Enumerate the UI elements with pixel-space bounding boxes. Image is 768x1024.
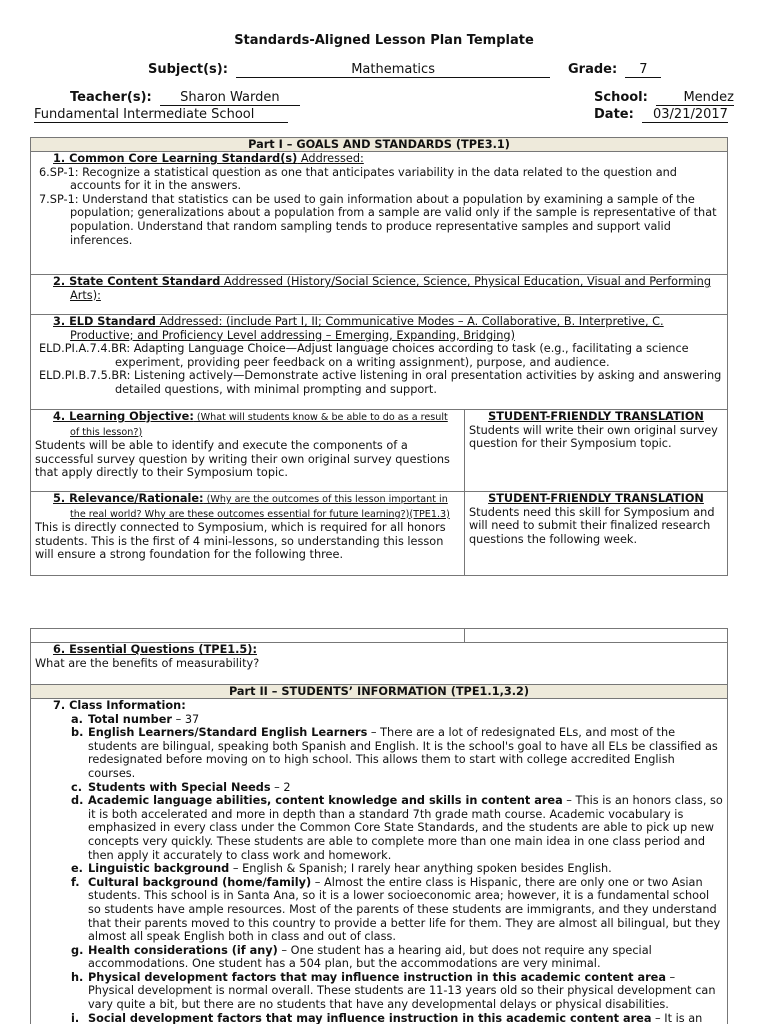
item-label: Social development factors that may influence instruction in this academic content area bbox=[88, 1011, 652, 1024]
grade-label: Grade: bbox=[568, 62, 618, 77]
item-label: Linguistic background bbox=[88, 862, 230, 876]
section-4-heading: 4. Learning Objective: (What will students know & be able to do as a result of this lesson?) bbox=[53, 410, 448, 438]
relevance-cell bbox=[31, 492, 465, 575]
class-info-item bbox=[71, 726, 723, 780]
class-info-item bbox=[71, 875, 723, 944]
subject-label: Subject(s): bbox=[148, 62, 228, 77]
section-5-heading: 5. Relevance/Rationale: (Why are the outcomes of this lesson important in the real world? Why are these outcomes essential for future learning?)(TPE1.3) bbox=[53, 492, 450, 520]
sft-label-5: STUDENT-FRIENDLY TRANSLATION bbox=[488, 492, 704, 505]
empty-left-cell bbox=[31, 629, 465, 642]
standard-7sp1: 7.SP-1: Understand that statistics can be used to gain information about a population by examining a sample of the population; generalizations about a population from a sample are valid only if the sample is representative of that population. Understand that random sampling tends to produce representative samples and support valid inferences. bbox=[39, 192, 717, 247]
item-marker: a. bbox=[71, 712, 83, 726]
subject-value: Mathematics bbox=[236, 62, 550, 78]
empty-right-cell bbox=[465, 629, 727, 642]
section-2-heading: 2. State Content Standard Addressed (History/Social Science, Science, Physical Education, Visual and Performing Arts): bbox=[53, 275, 712, 302]
section-state-content bbox=[31, 275, 727, 315]
sft-text-5: Students need this skill for Symposium and will need to submit their finalized research questions the following week. bbox=[469, 505, 715, 546]
continuation-table bbox=[30, 628, 728, 1024]
class-info-item bbox=[71, 712, 723, 727]
essential-question-text: What are the benefits of measurability? bbox=[35, 656, 260, 670]
item-label: Students with Special Needs bbox=[88, 780, 271, 794]
item-marker: g. bbox=[71, 943, 84, 957]
item-marker: i. bbox=[71, 1011, 80, 1024]
sft-label-4: STUDENT-FRIENDLY TRANSLATION bbox=[488, 410, 704, 423]
item-text: – English & Spanish; I rarely hear anything spoken besides English. bbox=[229, 862, 612, 876]
eld-standard-a: ELD.PI.A.7.4.BR: Adapting Language Choice—Adjust language choices according to task (e.g., facilitating a science experiment, providing peer feedback on a writing assignment), purpose, and audience. bbox=[39, 342, 689, 369]
school-row-continued bbox=[34, 107, 288, 123]
class-info-item bbox=[71, 862, 723, 876]
section-1-heading: 1. Common Core Learning Standard(s) Addressed: bbox=[53, 152, 364, 165]
grade-row bbox=[568, 62, 661, 78]
section-relevance bbox=[31, 492, 727, 575]
relevance-text: This is directly connected to Symposium, which is required for all honors students. This is the first of 4 mini-lessons, so understanding this lesson will ensure a strong foundation for the following three. bbox=[35, 521, 446, 562]
teacher-row bbox=[70, 90, 300, 106]
subject-row bbox=[148, 62, 550, 78]
item-label: Health considerations (if any) bbox=[88, 943, 278, 957]
section-7-heading: 7. Class Information: bbox=[53, 699, 186, 712]
item-label: English Learners/Standard English Learners bbox=[88, 726, 368, 740]
class-info-list bbox=[35, 713, 723, 1024]
item-text: – Almost the entire class is Hispanic, there are only one or two Asian students. This school is in Santa Ana, so it is a lower socioeconomic area; however, it is a fundamental school so students have ample resources. Most of the parents of these students are immigrants, and they understand that their parents moved to this country to provide a better life for them. They are almost all bilingual, but they almost all speak English both in class and out of class. bbox=[88, 875, 721, 944]
teacher-value: Sharon Warden bbox=[160, 90, 300, 106]
date-value: 03/21/2017 bbox=[642, 107, 728, 123]
item-label: Academic language abilities, content knowledge and skills in content area bbox=[88, 794, 563, 808]
part1-band: Part I – GOALS AND STANDARDS (TPE3.1) bbox=[31, 138, 727, 152]
eld-standard-b: ELD.PI.B.7.5.BR: Listening actively—Demonstrate active listening in oral presentation activities by asking and answering detailed questions, with minimal prompting and support. bbox=[39, 369, 722, 396]
section-eld bbox=[31, 315, 727, 410]
item-label: Total number bbox=[88, 712, 172, 726]
part1-table bbox=[30, 137, 728, 576]
school-value-1: Mendez bbox=[656, 90, 734, 106]
item-text: – One student has a hearing aid, but does not require any special accommodations. One student has a 504 plan, but the accommodations are very minimal. bbox=[88, 943, 652, 971]
section-class-information bbox=[31, 699, 727, 1024]
section-common-core bbox=[31, 152, 727, 275]
standard-6sp1: 6.SP-1: Recognize a statistical question as one that anticipates variability in the data related to the question and accounts for it in the answers. bbox=[39, 165, 677, 193]
item-marker: h. bbox=[71, 970, 84, 984]
item-marker: e. bbox=[71, 862, 83, 876]
item-marker: f. bbox=[71, 875, 80, 889]
learning-objective-text: Students will be able to identify and execute the components of a successful survey question by writing their own original survey questions that apply directly to their Symposium topic. bbox=[35, 439, 450, 480]
item-text: – It is an bbox=[651, 1011, 703, 1024]
date-label: Date: bbox=[594, 107, 634, 122]
item-marker: c. bbox=[71, 780, 82, 794]
item-label: Cultural background (home/family) bbox=[88, 875, 312, 889]
part2-band: Part II – STUDENTS’ INFORMATION (TPE1.1,3.2) bbox=[31, 685, 727, 699]
relevance-sft-cell bbox=[465, 492, 727, 575]
section-learning-objective bbox=[31, 410, 727, 492]
class-info-item bbox=[71, 943, 723, 971]
document-title: Standards-Aligned Lesson Plan Template bbox=[234, 33, 534, 48]
section-6-heading: 6. Essential Questions (TPE1.5): bbox=[53, 643, 257, 656]
item-text: – 37 bbox=[171, 712, 200, 726]
grade-value: 7 bbox=[625, 62, 661, 78]
item-marker: d. bbox=[71, 794, 84, 808]
item-text: – This is an honors class, so it is both accelerated and more in depth than a standard 7th grade math course. Academic vocabulary is emphasized in every class under the Common Core State Standards, and the students are able to pick up new concepts very quickly. These students are able to complete more than one main idea in one class period and then apply it accurately to class work and homework. bbox=[88, 794, 723, 862]
class-info-item bbox=[71, 780, 723, 795]
teacher-label: Teacher(s): bbox=[70, 90, 152, 105]
section-essential-questions bbox=[31, 643, 727, 685]
school-row bbox=[594, 90, 734, 106]
sft-text-4: Students will write their own original survey question for their Symposium topic. bbox=[469, 423, 718, 451]
empty-split-row bbox=[31, 629, 727, 643]
item-text: – 2 bbox=[270, 780, 291, 794]
item-text: – There are a lot of redesignated ELs, and most of the students are bilingual, speaking both Spanish and English. It is the school's goal to have all ELs be classified as redesignated before moving on to high school. This allows them to start with college accredited English courses. bbox=[88, 726, 718, 780]
section-3-heading: 3. ELD Standard Addressed: (include Part I, II; Communicative Modes – A. Collaborative, B. Interpretive, C. Productive; and Proficiency Level addressing – Emerging, Expanding, Bridging) bbox=[53, 315, 664, 342]
learning-objective-sft-cell bbox=[465, 410, 727, 491]
class-info-item bbox=[71, 1011, 723, 1024]
date-row bbox=[594, 107, 728, 123]
class-info-item bbox=[71, 970, 723, 1012]
school-value-2: Fundamental Intermediate School bbox=[34, 107, 288, 123]
learning-objective-cell bbox=[31, 410, 465, 491]
item-label: Physical development factors that may influence instruction in this academic content area bbox=[88, 970, 666, 984]
class-info-item bbox=[71, 794, 723, 862]
school-label: School: bbox=[594, 90, 648, 105]
item-text: – Physical development is normal overall. These students are 11-13 years old so their physical development can vary quite a bit, but there are no students that have any developmental delays or physical disabilities. bbox=[88, 970, 716, 1012]
item-marker: b. bbox=[71, 726, 84, 740]
